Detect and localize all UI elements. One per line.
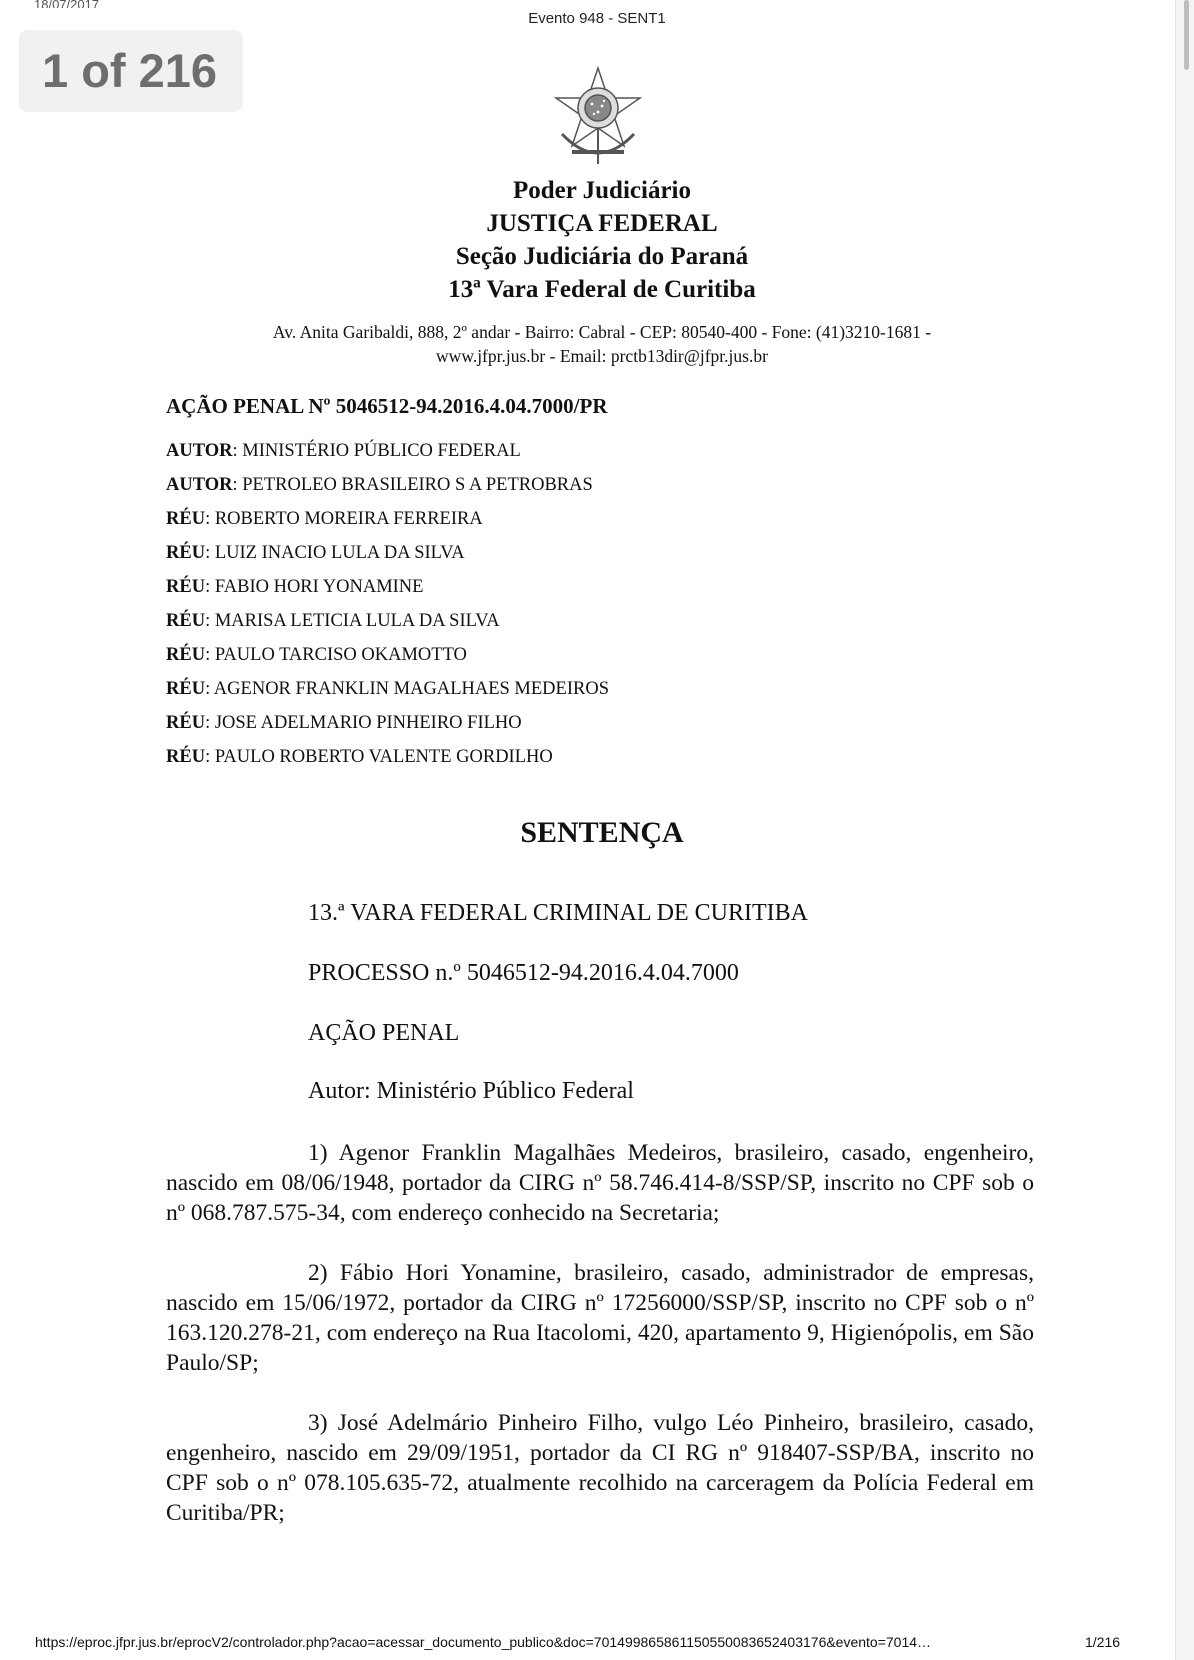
defendant-paragraph: 1) Agenor Franklin Magalhães Medeiros, brasileiro, casado, engenheiro, nascido em 08/06/1948, portador da CIRG nº 58.746.414-8/SSP/SP, inscrito no CPF sob o nº 068.787.575-34, com endereço conhecido na Secretaria; [166,1140,1034,1226]
processo-line: PROCESSO n.º 5046512-94.2016.4.04.7000 [308,960,739,986]
party-row [166,574,609,608]
party-role: RÉU [166,611,206,631]
party-role: RÉU [166,577,206,597]
print-header-title: Evento 948 - SENT1 [528,10,666,27]
print-date-header: 18/07/2017 [34,0,100,8]
party-row [166,744,609,778]
footer-url[interactable]: https://eproc.jfpr.jus.br/eprocV2/controlador.php?acao=acessar_documento_publico&doc=701499865861150550083652403176&evento=7014… [35,1634,932,1650]
party-name: : PAULO TARCISO OKAMOTTO [205,645,467,665]
party-row [166,540,609,574]
footer-page-number: 1/216 [1085,1634,1121,1650]
court-address [0,320,1194,368]
defendant-paragraph: 3) José Adelmário Pinheiro Filho, vulgo Léo Pinheiro, brasileiro, casado, engenheiro, nascido em 29/09/1951, portador da CI RG nº 918407-SSP/BA, inscrito no CPF sob o nº 078.105.635-72, atualmente recolhido na carceragem da Polícia Federal em Curitiba/PR; [166,1410,1034,1526]
party-name: : MARISA LETICIA LULA DA SILVA [205,611,500,631]
party-name: : JOSE ADELMARIO PINHEIRO FILHO [205,713,522,733]
party-row [166,438,609,472]
court-line-4: 13ª Vara Federal de Curitiba [448,276,756,303]
party-role: RÉU [166,645,206,665]
party-role: RÉU [166,543,206,563]
court-line-2: JUSTIÇA FEDERAL [486,210,718,237]
party-name: : MINISTÉRIO PÚBLICO FEDERAL [232,441,521,461]
party-role: RÉU [166,679,206,699]
acao-line: AÇÃO PENAL [308,1020,460,1046]
party-name: : LUIZ INACIO LULA DA SILVA [205,543,465,563]
party-name: : FABIO HORI YONAMINE [205,577,424,597]
vara-line: 13.ª VARA FEDERAL CRIMINAL DE CURITIBA [308,900,808,926]
party-role: RÉU [166,713,206,733]
party-role: AUTOR [166,441,233,461]
party-name: : ROBERTO MOREIRA FERREIRA [205,509,483,529]
party-row [166,506,609,540]
party-name: : PETROLEO BRASILEIRO S A PETROBRAS [232,475,593,495]
party-name: : AGENOR FRANKLIN MAGALHAES MEDEIROS [205,679,609,699]
court-line-3: Seção Judiciária do Paraná [455,243,749,270]
parties-list [166,438,609,778]
party-row [166,642,609,676]
party-name: : PAULO ROBERTO VALENTE GORDILHO [205,747,553,767]
address-line-2: www.jfpr.jus.br - Email: prctb13dir@jfpr.jus.br [436,346,768,366]
address-line-1: Av. Anita Garibaldi, 888, 2º andar - Bairro: Cabral - CEP: 80540-400 - Fone: (41)3210-1681 - [272,322,932,342]
party-row [166,710,609,744]
party-row [166,676,609,710]
page-indicator: 1 of 216 [19,30,243,112]
case-number: AÇÃO PENAL Nº 5046512-94.2016.4.04.7000/PR [166,394,608,418]
party-row [166,608,609,642]
court-line-1: Poder Judiciário [512,177,691,204]
scroll-thumb[interactable] [1184,0,1189,70]
party-role: RÉU [166,509,206,529]
court-heading [0,174,1194,306]
party-role: AUTOR [166,475,233,495]
autor-line: Autor: Ministério Público Federal [308,1078,634,1104]
defendant-paragraph: 2) Fábio Hori Yonamine, brasileiro, casado, administrador de empresas, nascido em 15/06/1972, portador da CIRG nº 17256000/SSP/SP, inscrito no CPF sob o nº 163.120.278-21, com endereço na Rua Itacolomi, 420, apartamento 9, Higienópolis, em São Paulo/SP; [166,1260,1034,1376]
brazil-coat-of-arms-icon [544,64,652,168]
document-title: SENTENÇA [520,816,684,849]
party-row [166,472,609,506]
party-role: RÉU [166,747,206,767]
